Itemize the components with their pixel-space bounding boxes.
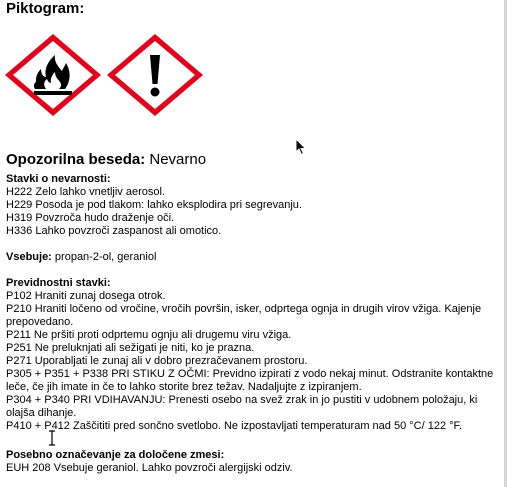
special-labelling-line: EUH 208 Vsebuje geraniol. Lahko povzroči alergijski odziv. — [6, 462, 293, 474]
signal-word-label: Opozorilna beseda: — [6, 151, 146, 168]
precautionary-line: P210 Hraniti ločeno od vročine, vročih površin, isker, odprtega ognja in drugih virov vžiga. Kajenje prepovedano. — [6, 303, 482, 328]
precautionary-line: P251 Ne preluknjati ali sežigati je niti, ko je prazna. — [6, 342, 255, 354]
precautionary-line: P102 Hraniti zunaj dosega otrok. — [6, 290, 166, 302]
hazard-line: H319 Povzroča hudo draženje oči. — [6, 212, 175, 224]
text-cursor-icon — [48, 430, 56, 446]
signal-word-value: Nevarno — [149, 151, 207, 168]
precautionary-statements-title: Previdnostni stavki: — [6, 277, 111, 289]
special-labelling-title: Posebno označevanje za določene zmesi: — [6, 449, 225, 461]
contains-line — [6, 251, 500, 264]
precautionary-line: P211 Ne pršiti proti odprtemu ognju ali drugemu viru vžiga. — [6, 329, 292, 341]
precautionary-statements — [6, 277, 500, 433]
exclamation-mark-ghs07-icon — [106, 33, 204, 117]
precautionary-line: P305 + P351 + P338 PRI STIKU Z OČMI: Previdno izpirati z vodo nekaj minut. Odstranite kontaktne leče, če jih imate in če to lahko storite brez težav. Nadaljujte z izpiranjem. — [6, 368, 494, 393]
contains-label: Vsebuje: — [6, 251, 52, 263]
hazard-statements — [6, 173, 500, 238]
mouse-pointer-icon — [295, 138, 307, 156]
hazard-line: H222 Zelo lahko vnetljiv aerosol. — [6, 186, 165, 198]
precautionary-line: P271 Uporabljati le zunaj ali v dobro prezračevanem prostoru. — [6, 355, 308, 367]
signal-word — [6, 151, 206, 169]
hazard-line: H336 Lahko povzroči zaspanost ali omotico. — [6, 225, 222, 237]
hazard-line: H229 Posoda je pod tlakom: lahko eksplodira pri segrevanju. — [6, 199, 302, 211]
special-labelling — [6, 449, 500, 475]
contains-value: propan-2-ol, geraniol — [54, 251, 157, 263]
precautionary-line: P410 + P412 Zaščititi pred sončno svetlobo. Ne izpostavljati temperaturam nad 50 °C/ 122 °F. — [6, 420, 463, 432]
hazard-statements-title: Stavki o nevarnosti: — [6, 173, 111, 185]
flame-ghs02-icon — [4, 33, 102, 117]
pictogram-heading: Piktogram: — [6, 0, 85, 17]
precautionary-line: P304 + P340 PRI VDIHAVANJU: Prenesti osebo na svež zrak in jo pustiti v udobnem položaju, ki olajša dihanje. — [6, 394, 478, 419]
